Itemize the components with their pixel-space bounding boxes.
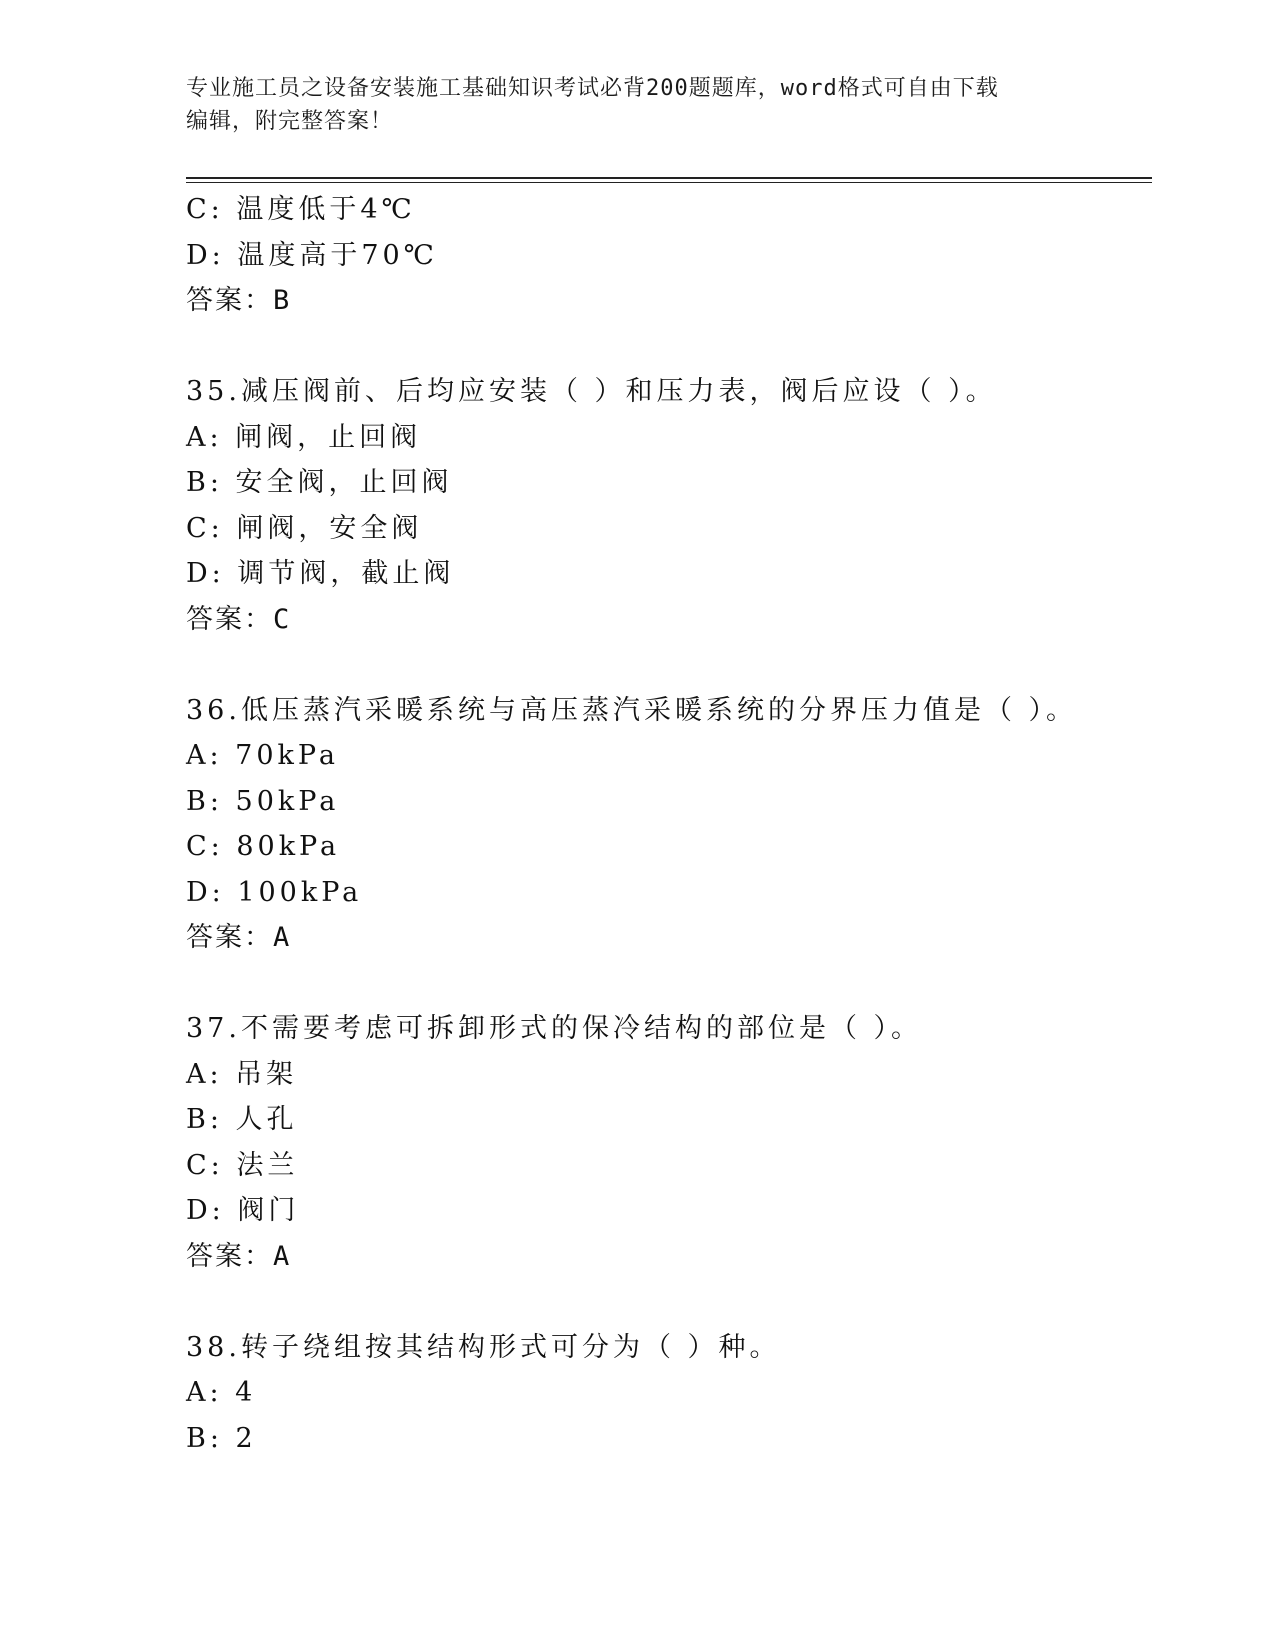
option-d: D: 阀门 <box>186 1195 300 1226</box>
option-b: B: 50kPa <box>186 785 340 817</box>
question-list <box>186 187 1146 1461</box>
option-c: C: 80kPa <box>186 831 341 862</box>
question-35 <box>186 369 1146 642</box>
question-37 <box>186 1006 1146 1279</box>
option-c: C: 温度低于4℃ <box>186 194 416 225</box>
option-d: D: 温度高于70℃ <box>186 239 438 271</box>
header-line-2: 编辑，附完整答案！ <box>186 109 394 134</box>
option-c: C: 法兰 <box>186 1149 299 1181</box>
option-b: B: 人孔 <box>186 1104 298 1135</box>
spacer <box>186 324 1146 370</box>
question-34-partial <box>186 187 1146 324</box>
answer-line: 答案：A <box>186 922 292 953</box>
question-stem: 36.低压蒸汽采暖系统与高压蒸汽采暖系统的分界压力值是（ ）。 <box>186 694 1078 726</box>
document-header <box>186 72 1066 138</box>
option-c: C: 闸阀，安全阀 <box>186 512 423 544</box>
answer-line: 答案：B <box>186 285 292 316</box>
option-b: B: 2 <box>186 1422 257 1454</box>
header-divider-thick <box>186 177 1152 179</box>
option-b: B: 安全阀，止回阀 <box>186 467 453 498</box>
question-stem: 38.转子绕组按其结构形式可分为（ ）种。 <box>186 1331 781 1363</box>
header-divider-thin <box>186 182 1152 183</box>
question-stem: 37.不需要考虑可拆卸形式的保冷结构的部位是（ ）。 <box>186 1013 923 1044</box>
question-38 <box>186 1325 1146 1462</box>
spacer <box>186 642 1146 688</box>
option-a: A: 70kPa <box>186 740 339 771</box>
question-36 <box>186 688 1146 961</box>
question-stem: 35.减压阀前、后均应安装（ ）和压力表，阀后应设（ ）。 <box>186 376 997 407</box>
spacer <box>186 961 1146 1007</box>
option-a: A: 4 <box>186 1377 257 1408</box>
option-a: A: 吊架 <box>186 1058 298 1090</box>
option-a: A: 闸阀，止回阀 <box>186 421 422 453</box>
answer-line: 答案：A <box>186 1240 292 1272</box>
answer-line: 答案：C <box>186 603 292 635</box>
header-line-1: 专业施工员之设备安装施工基础知识考试必背200题题库，word格式可自由下载 <box>186 76 999 101</box>
option-d: D: 调节阀，截止阀 <box>186 558 455 589</box>
spacer <box>186 1279 1146 1325</box>
option-d: D: 100kPa <box>186 876 363 908</box>
